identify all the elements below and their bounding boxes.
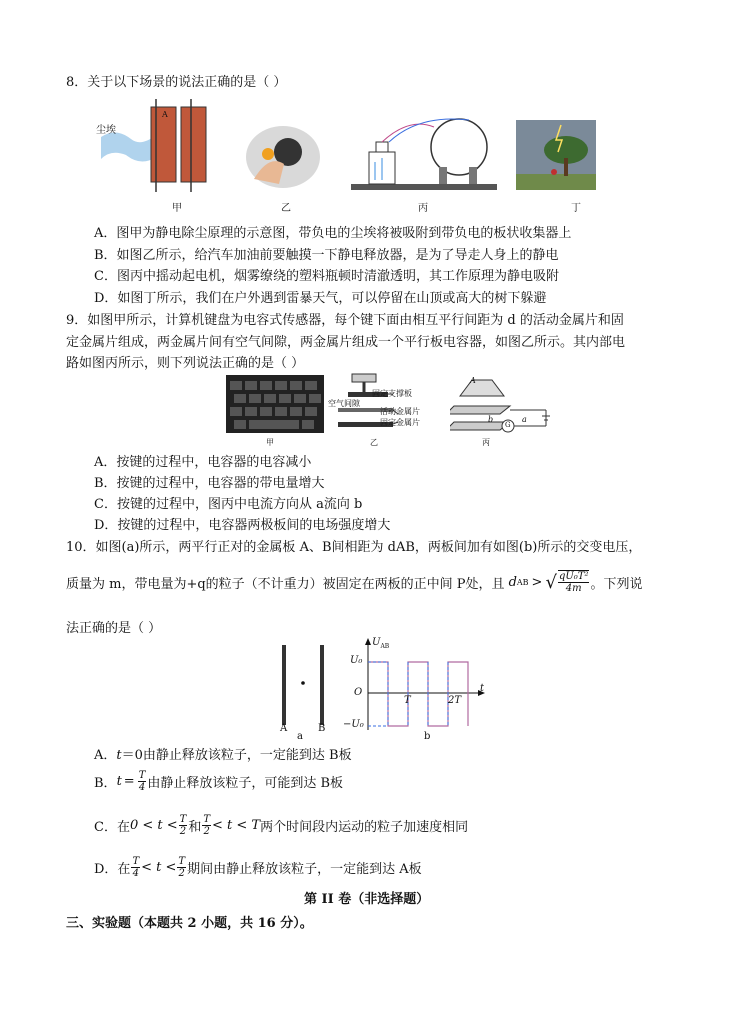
q10-option-a[interactable]	[94, 744, 352, 763]
galvanometer-label: G	[505, 421, 511, 429]
optD-post: 期间由静止释放该粒子，一定能到达 A板	[187, 862, 422, 877]
q9-option-c[interactable]: C．按键的过程中，图丙中电流方向从 a流向 b	[94, 497, 363, 512]
optA-eq: ＝0	[121, 748, 143, 763]
cond-lhs: d	[508, 574, 517, 590]
optC-pre: C．在	[94, 820, 130, 835]
q9-stem-line3: 路如图丙所示，则下列说法正确的是（ ）	[66, 356, 305, 371]
q10-figure	[270, 635, 490, 745]
q8-stem: 8．关于以下场景的说法正确的是（ ）	[66, 75, 287, 90]
sqrt-num: qU₀T²	[558, 571, 589, 582]
fig-bing-b-label: b	[488, 415, 494, 424]
uab-sub: AB	[380, 643, 390, 650]
optA-post: 由静止释放该粒子，一定能到达 B板	[142, 748, 352, 763]
air-gap-label: 空气间隙	[328, 399, 360, 408]
fig-b-caption: b	[424, 731, 431, 742]
fig-jia-caption: 甲	[172, 203, 182, 214]
sqrt-den: 4m	[565, 583, 582, 594]
part2-heading: 第 II 卷（非选择题）	[304, 892, 430, 907]
sqrt-fraction	[558, 570, 590, 594]
fig-yi-caption: 乙	[281, 203, 291, 214]
part3-heading: 三、实验题（本题共 2 小题，共 16 分）。	[66, 916, 313, 931]
q9-option-b[interactable]: B．按键的过程中，电容器的带电量增大	[94, 476, 325, 491]
q9-fig-yi	[328, 372, 438, 434]
optD-d2: 2	[178, 868, 185, 879]
q8-fig-bing	[349, 112, 499, 192]
optA-var: t	[116, 748, 122, 763]
fig-a-caption: a	[297, 731, 303, 742]
optC-n2: T	[203, 814, 210, 825]
optC-frac2	[202, 814, 211, 837]
plate-a-label: A	[162, 110, 168, 119]
fig-bing-A-label: A	[470, 376, 476, 385]
fig-bing-caption: 丙	[418, 203, 428, 214]
optB-var: t	[116, 774, 122, 789]
optD-d1: 4	[132, 868, 139, 879]
optC-p1: 0 < t <	[129, 818, 178, 833]
moving-plate-label: 活动金属片	[380, 407, 420, 416]
optB-den: 4	[138, 782, 146, 793]
origin-label: O	[354, 687, 363, 698]
optA-pre: A．	[94, 748, 117, 763]
q9-fig-jia-caption: 甲	[266, 438, 274, 447]
plate-B-label: B	[318, 723, 326, 734]
cond-op: >	[531, 574, 543, 590]
q8-option-c[interactable]: C．图丙中摇动起电机，烟雾缭绕的塑料瓶顿时清澈透明，其工作原理为静电吸附	[94, 269, 559, 284]
q8-fig-jia	[96, 97, 216, 197]
optC-d2: 2	[203, 826, 210, 837]
uab-axis-label	[372, 637, 389, 650]
q9-option-a[interactable]: A．按键的过程中，电容器的电容减小	[94, 455, 312, 470]
q8-fig-yi	[244, 124, 322, 190]
optB-eq: =	[123, 774, 135, 789]
q10-option-d[interactable]	[94, 856, 422, 879]
sqrt-sign: √	[545, 571, 557, 593]
neg-u0-label: −U₀	[343, 719, 364, 730]
uab-label: U	[372, 637, 381, 648]
q10-stem-line1: 10．如图(a)所示，两平行正对的金属板 A、B间相距为 dAB，两板间加有如图(b)所示的交变电压，	[66, 540, 642, 555]
optD-n2: T	[178, 856, 186, 867]
optD-pre: D．在	[94, 862, 131, 877]
2T-tick-label: 2T	[448, 695, 462, 706]
u0-label: U₀	[350, 655, 363, 666]
fig-bing-a-label: a	[522, 415, 527, 424]
q10-stem-line3: 法正确的是（ ）	[66, 621, 162, 636]
dust-label: 尘埃	[96, 125, 116, 136]
fixed-support-label: 固定支撑板	[372, 389, 412, 398]
T-tick-label: T	[404, 695, 411, 706]
t-axis-label: t	[480, 683, 485, 694]
q9-fig-yi-caption: 乙	[370, 438, 378, 447]
q8-fig-ding	[516, 120, 596, 190]
optB-num: T	[138, 770, 146, 781]
q8-option-a[interactable]: A．图甲为静电除尘原理的示意图，带负电的尘埃将被吸附到带负电的板状收集器上	[94, 226, 572, 241]
optC-post: 两个时间段内运动的粒子加速度相同	[260, 820, 469, 835]
q9-fig-jia	[226, 375, 324, 433]
optD-frac1	[131, 856, 140, 879]
optD-frac2	[177, 856, 186, 879]
optB-post: 由静止释放该粒子，可能到达 B板	[147, 776, 344, 791]
q8-option-d[interactable]: D．如图丁所示，我们在户外遇到雷暴天气，可以停留在山顶或高大的树下躲避	[94, 291, 547, 306]
optD-p1: < t <	[141, 860, 177, 875]
q10-line2-pre: 质量为 m，带电量为+q的粒子（不计重力）被固定在两板的正中间 P处，且	[66, 576, 505, 592]
q9-stem-line2: 定金属片组成，两金属片间有空气间隙，两金属片组成一个平行板电容器，如图乙所示。其内部电	[66, 335, 626, 350]
cond-sub: AB	[516, 577, 529, 587]
optB-pre: B．	[94, 776, 117, 791]
optB-frac	[138, 770, 147, 793]
q9-option-d[interactable]: D．按键的过程中，电容器两极板间的电场强度增大	[94, 518, 391, 533]
q9-fig-bing	[450, 372, 550, 434]
q10-line2-post: 。下列说	[590, 576, 643, 592]
q10-option-b[interactable]	[94, 770, 343, 793]
optD-n1: T	[132, 856, 140, 867]
q8-option-b[interactable]: B．如图乙所示，给汽车加油前要触摸一下静电释放器，是为了导走人身上的静电	[94, 248, 559, 263]
q9-fig-bing-caption: 丙	[482, 438, 490, 447]
optC-d1: 2	[179, 826, 187, 837]
q10-stem-line2	[66, 570, 642, 594]
q9-stem-line1: 9．如图甲所示，计算机键盘为电容式传感器，每个键下面由相互平行间距为 d 的活动金属片和固	[66, 313, 624, 328]
optC-mid: 和	[188, 820, 202, 835]
plate-A-label: A	[280, 723, 288, 734]
fixed-plate-label: 固定金属片	[380, 418, 420, 427]
optC-p2: < t < T	[212, 818, 261, 833]
optC-frac1	[179, 814, 188, 837]
fig-ding-caption: 丁	[571, 203, 581, 214]
q10-option-c[interactable]	[94, 814, 468, 837]
optC-n1: T	[179, 814, 187, 825]
